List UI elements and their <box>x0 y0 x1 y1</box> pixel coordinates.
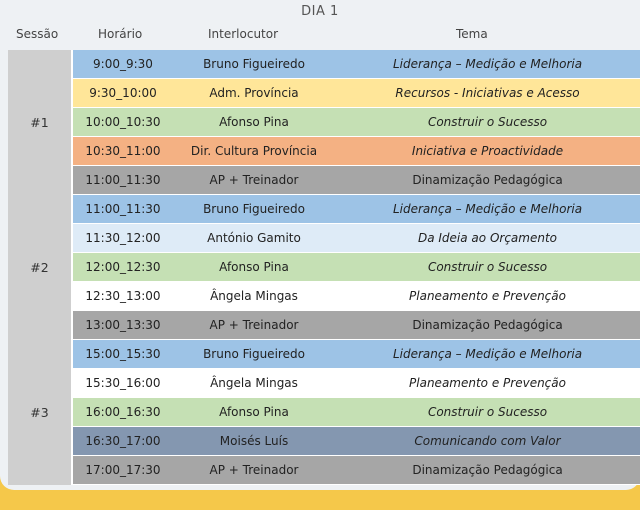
cell-tema: Construir o Sucesso <box>427 405 548 419</box>
cell-interlocutor: Bruno Figueiredo <box>203 202 305 216</box>
session-block <box>8 340 640 485</box>
cell-horario: 17:00_17:30 <box>85 463 161 477</box>
cell-horario: 11:30_12:00 <box>85 231 161 245</box>
cell-tema: Recursos - Iniciativas e Acesso <box>395 86 580 100</box>
cell-interlocutor: AP + Treinador <box>209 463 299 477</box>
cell-interlocutor: Ângela Mingas <box>210 289 298 303</box>
cell-tema: Liderança – Medição e Melhoria <box>392 202 583 216</box>
header-horario: Horário <box>98 27 143 41</box>
day-title: DIA 1 <box>301 4 339 19</box>
table-row <box>73 340 640 368</box>
cell-interlocutor: Afonso Pina <box>219 405 289 419</box>
cell-interlocutor: Bruno Figueiredo <box>203 57 305 71</box>
table-row <box>73 195 640 223</box>
session-label: #2 <box>8 195 71 340</box>
cell-horario: 10:00_10:30 <box>85 115 161 129</box>
table-row <box>73 79 640 107</box>
cell-horario: 13:00_13:30 <box>85 318 161 332</box>
cell-horario: 15:00_15:30 <box>85 347 161 361</box>
cell-tema: Construir o Sucesso <box>427 260 548 274</box>
session-label: #1 <box>8 50 71 195</box>
table-row <box>73 224 640 252</box>
cell-interlocutor: AP + Treinador <box>209 318 299 332</box>
table-row <box>73 398 640 426</box>
cell-horario: 16:00_16:30 <box>85 405 161 419</box>
header-tema: Tema <box>456 27 488 41</box>
table-row <box>73 456 640 484</box>
cell-horario: 9:00_9:30 <box>93 57 153 71</box>
cell-horario: 15:30_16:00 <box>85 376 161 390</box>
cell-interlocutor: António Gamito <box>207 231 301 245</box>
cell-tema: Planeamento e Prevenção <box>409 289 566 303</box>
cell-interlocutor: Adm. Província <box>209 86 299 100</box>
cell-tema: Dinamização Pedagógica <box>412 318 563 332</box>
cell-interlocutor: AP + Treinador <box>209 173 299 187</box>
cell-tema: Liderança – Medição e Melhoria <box>392 347 583 361</box>
table-row <box>73 166 640 194</box>
cell-horario: 16:30_17:00 <box>85 434 161 448</box>
cell-horario: 12:30_13:00 <box>85 289 161 303</box>
cell-tema: Liderança – Medição e Melhoria <box>392 57 583 71</box>
table-row <box>73 50 640 78</box>
cell-interlocutor: Bruno Figueiredo <box>203 347 305 361</box>
cell-tema: Da Ideia ao Orçamento <box>417 231 557 245</box>
table-row <box>73 108 640 136</box>
table-row <box>73 369 640 397</box>
table-row <box>73 427 640 455</box>
cell-tema: Construir o Sucesso <box>427 115 548 129</box>
session-label: #3 <box>8 340 71 485</box>
cell-interlocutor: Dir. Cultura Província <box>190 144 318 158</box>
cell-tema: Comunicando com Valor <box>414 434 561 448</box>
session-block <box>8 50 640 195</box>
cell-tema: Dinamização Pedagógica <box>412 173 563 187</box>
header-sessao: Sessão <box>16 27 59 41</box>
cell-interlocutor: Moisés Luís <box>219 434 289 448</box>
cell-interlocutor: Afonso Pina <box>219 260 289 274</box>
cell-tema: Planeamento e Prevenção <box>409 376 566 390</box>
cell-horario: 12:00_12:30 <box>85 260 161 274</box>
cell-tema: Dinamização Pedagógica <box>412 463 563 477</box>
cell-horario: 10:30_11:00 <box>85 144 161 158</box>
cell-horario: 11:00_11:30 <box>85 173 161 187</box>
cell-interlocutor: Afonso Pina <box>219 115 289 129</box>
table-row <box>73 311 640 339</box>
header-interlocutor: Interlocutor <box>208 27 279 41</box>
cell-horario: 9:30_10:00 <box>89 86 157 100</box>
table-row <box>73 253 640 281</box>
cell-tema: Iniciativa e Proactividade <box>411 144 564 158</box>
session-block <box>8 195 640 340</box>
cell-interlocutor: Ângela Mingas <box>210 376 298 390</box>
table-row <box>73 137 640 165</box>
cell-horario: 11:00_11:30 <box>85 202 161 216</box>
table-row <box>73 282 640 310</box>
